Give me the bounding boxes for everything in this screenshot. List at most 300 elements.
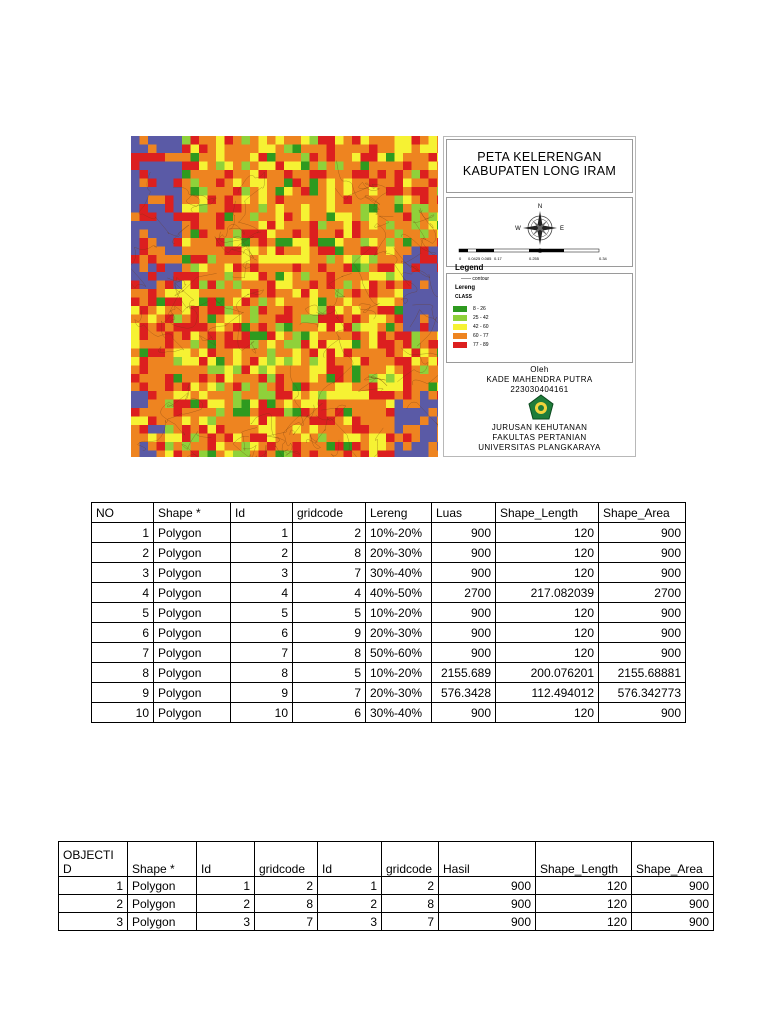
map-cell [250, 315, 259, 324]
map-cell [335, 204, 344, 213]
map-cell [344, 391, 353, 400]
map-cell [131, 357, 140, 366]
map-cell [165, 179, 174, 188]
map-cell [165, 204, 174, 213]
map-cell [182, 366, 191, 375]
map-cell [276, 153, 285, 162]
map-cell [361, 374, 370, 383]
map-cell [327, 187, 336, 196]
map-cell [378, 417, 387, 426]
map-cell [284, 213, 293, 222]
table-cell: 120 [496, 523, 599, 543]
map-cell [437, 187, 438, 196]
map-cell [335, 281, 344, 290]
map-cell [437, 255, 438, 264]
map-cell [225, 247, 234, 256]
map-cell [284, 238, 293, 247]
map-cell [327, 408, 336, 417]
map-cell [344, 170, 353, 179]
map-cell [437, 391, 438, 400]
map-cell [174, 145, 183, 154]
table-cell: 8 [382, 895, 439, 913]
map-cell [233, 153, 242, 162]
map-cell [344, 230, 353, 239]
map-cell [335, 366, 344, 375]
map-cell [199, 366, 208, 375]
map-cell [225, 400, 234, 409]
map-cell [199, 451, 208, 458]
map-title [446, 139, 633, 193]
map-cell [174, 442, 183, 451]
map-cell [140, 374, 149, 383]
map-cell [233, 196, 242, 205]
map-cell [412, 264, 421, 273]
table-cell: 8 [293, 643, 366, 663]
column-header: Shape_Area [632, 842, 714, 877]
map-cell [259, 374, 268, 383]
map-cell [148, 136, 157, 145]
map-cell [225, 145, 234, 154]
map-cell [157, 417, 166, 426]
map-cell [267, 349, 276, 358]
map-cell [437, 340, 438, 349]
map-cell [157, 391, 166, 400]
map-cell [429, 238, 438, 247]
map-cell [225, 153, 234, 162]
map-cell [225, 213, 234, 222]
map-cell [335, 136, 344, 145]
map-cell [182, 425, 191, 434]
dept-line1: JURUSAN KEHUTANAN [491, 423, 588, 432]
column-header: Luas [432, 503, 496, 523]
compass-n: N [537, 204, 543, 210]
map-cell [403, 374, 412, 383]
map-cell [352, 230, 361, 239]
map-cell [259, 408, 268, 417]
map-cell [361, 204, 370, 213]
map-cell [412, 366, 421, 375]
map-cell [225, 281, 234, 290]
table-cell: 900 [432, 543, 496, 563]
map-cell [293, 255, 302, 264]
map-cell [259, 196, 268, 205]
map-cell [301, 400, 310, 409]
map-cell [250, 136, 259, 145]
map-cell [395, 391, 404, 400]
map-cell [182, 400, 191, 409]
map-cell [378, 230, 387, 239]
map-cell [284, 349, 293, 358]
map-cell [310, 153, 319, 162]
map-cell [352, 323, 361, 332]
map-cell [361, 349, 370, 358]
map-cell [216, 425, 225, 434]
table-cell: Polygon [154, 603, 231, 623]
map-cell [310, 204, 319, 213]
map-cell [420, 255, 429, 264]
map-cell [403, 391, 412, 400]
map-cell [191, 417, 200, 426]
map-cell [165, 153, 174, 162]
map-cell [140, 153, 149, 162]
map-cell [259, 425, 268, 434]
scale-label: 0.17 [494, 256, 502, 261]
map-cell [208, 442, 217, 451]
map-cell [437, 170, 438, 179]
map-cell [395, 289, 404, 298]
map-cell [174, 340, 183, 349]
map-cell [437, 264, 438, 273]
map-cell [284, 255, 293, 264]
map-cell [395, 255, 404, 264]
map-cell [335, 383, 344, 392]
table-cell: 50%-60% [366, 643, 432, 663]
map-cell [233, 162, 242, 171]
map-cell [208, 247, 217, 256]
map-cell [301, 306, 310, 315]
map-cell [199, 153, 208, 162]
map-cell [403, 213, 412, 222]
map-cell [140, 281, 149, 290]
map-cell [429, 136, 438, 145]
map-cell [216, 187, 225, 196]
map-cell [403, 408, 412, 417]
table-row [92, 543, 686, 563]
map-cell [267, 451, 276, 458]
map-cell [259, 400, 268, 409]
map-cell [284, 196, 293, 205]
map-cell [301, 179, 310, 188]
map-cell [140, 230, 149, 239]
polygon-attribute-table [91, 502, 686, 723]
map-cell [233, 434, 242, 443]
map-cell [148, 315, 157, 324]
map-cell [395, 179, 404, 188]
table-cell: 576.3428 [432, 683, 496, 703]
map-cell [378, 136, 387, 145]
map-cell [327, 136, 336, 145]
map-cell [276, 196, 285, 205]
map-cell [412, 417, 421, 426]
map-cell [191, 289, 200, 298]
map-cell [293, 179, 302, 188]
map-cell [327, 434, 336, 443]
map-cell [242, 340, 251, 349]
map-cell [301, 451, 310, 458]
map-cell [208, 357, 217, 366]
table-cell: 2 [382, 877, 439, 895]
map-cell [267, 247, 276, 256]
map-cell [225, 196, 234, 205]
map-cell [182, 221, 191, 230]
map-cell [318, 153, 327, 162]
map-cell [318, 213, 327, 222]
map-cell [165, 408, 174, 417]
table-cell: 40%-50% [366, 583, 432, 603]
map-cell [284, 264, 293, 273]
map-cell [284, 162, 293, 171]
map-cell [216, 349, 225, 358]
map-cell [327, 357, 336, 366]
legend-label: 77 - 89 [473, 342, 489, 348]
map-cell [165, 391, 174, 400]
map-cell [395, 400, 404, 409]
map-cell [386, 264, 395, 273]
map-cell [140, 408, 149, 417]
map-cell [199, 196, 208, 205]
map-cell [395, 417, 404, 426]
map-cell [233, 281, 242, 290]
map-cell [165, 255, 174, 264]
map-cell [361, 264, 370, 273]
map-cell [335, 425, 344, 434]
map-cell [208, 349, 217, 358]
map-cell [267, 383, 276, 392]
map-cell [318, 357, 327, 366]
map-cell [276, 417, 285, 426]
map-cell [199, 306, 208, 315]
map-cell [284, 230, 293, 239]
table-cell: 4 [293, 583, 366, 603]
table-cell: 3 [197, 913, 255, 931]
map-cell [352, 340, 361, 349]
map-cell [344, 306, 353, 315]
map-cell [335, 264, 344, 273]
map-cell [157, 153, 166, 162]
map-cell [182, 179, 191, 188]
map-cell [174, 357, 183, 366]
map-cell [216, 332, 225, 341]
map-cell [174, 272, 183, 281]
map-cell [208, 179, 217, 188]
map-cell [301, 357, 310, 366]
map-cell [318, 451, 327, 458]
map-cell [250, 204, 259, 213]
map-cell [310, 255, 319, 264]
map-cell [182, 247, 191, 256]
map-cell [165, 281, 174, 290]
map-cell [284, 281, 293, 290]
map-cell [395, 442, 404, 451]
map-cell [276, 374, 285, 383]
map-cell [327, 425, 336, 434]
map-cell [148, 366, 157, 375]
map-cell [403, 238, 412, 247]
map-cell [318, 238, 327, 247]
map-cell [352, 221, 361, 230]
map-cell [420, 196, 429, 205]
map-cell [437, 332, 438, 341]
map-cell [157, 221, 166, 230]
map-cell [395, 451, 404, 458]
map-cell [276, 366, 285, 375]
map-cell [335, 451, 344, 458]
map-cell [174, 153, 183, 162]
map-cell [386, 323, 395, 332]
map-cell [131, 136, 140, 145]
map-cell [293, 272, 302, 281]
map-cell [284, 145, 293, 154]
map-cell [140, 170, 149, 179]
map-cell [301, 349, 310, 358]
map-cell [174, 332, 183, 341]
map-cell [412, 213, 421, 222]
map-cell [369, 272, 378, 281]
map-cell [369, 136, 378, 145]
map-cell [429, 247, 438, 256]
map-cell [131, 340, 140, 349]
map-cell [369, 400, 378, 409]
map-cell [344, 298, 353, 307]
map-cell [259, 451, 268, 458]
map-cell [327, 451, 336, 458]
map-cell [233, 323, 242, 332]
map-cell [267, 366, 276, 375]
map-cell [165, 145, 174, 154]
map-cell [318, 179, 327, 188]
map-cell [301, 145, 310, 154]
map-cell [157, 357, 166, 366]
map-cell [182, 153, 191, 162]
map-cell [318, 264, 327, 273]
map-cell [352, 400, 361, 409]
map-cell [327, 323, 336, 332]
map-cell [242, 306, 251, 315]
map-cell [318, 281, 327, 290]
map-cell [157, 315, 166, 324]
map-cell [225, 340, 234, 349]
map-cell [437, 162, 438, 171]
map-cell [250, 383, 259, 392]
map-cell [276, 315, 285, 324]
map-cell [233, 170, 242, 179]
map-cell [352, 213, 361, 222]
map-cell [148, 332, 157, 341]
table-cell: 2700 [432, 583, 496, 603]
map-cell [395, 272, 404, 281]
map-cell [216, 323, 225, 332]
map-cell [225, 162, 234, 171]
table-cell: 900 [599, 523, 686, 543]
map-cell [412, 408, 421, 417]
map-cell [165, 187, 174, 196]
map-cell [242, 170, 251, 179]
map-cell [267, 213, 276, 222]
table-cell: 8 [92, 663, 154, 683]
map-cell [412, 289, 421, 298]
map-cell [199, 383, 208, 392]
map-cell [310, 170, 319, 179]
map-cell [233, 204, 242, 213]
map-cell [412, 315, 421, 324]
map-cell [199, 340, 208, 349]
table-cell: 10%-20% [366, 523, 432, 543]
map-cell [361, 162, 370, 171]
map-cell [369, 162, 378, 171]
table-cell: Polygon [154, 683, 231, 703]
map-cell [165, 442, 174, 451]
table-cell: 8 [255, 895, 318, 913]
map-cell [284, 366, 293, 375]
map-cell [310, 247, 319, 256]
map-cell [208, 221, 217, 230]
map-cell [293, 230, 302, 239]
map-cell [276, 425, 285, 434]
map-cell [301, 434, 310, 443]
map-cell [369, 451, 378, 458]
map-cell [165, 383, 174, 392]
map-cell [157, 298, 166, 307]
map-cell [310, 340, 319, 349]
map-cell [412, 383, 421, 392]
map-cell [276, 230, 285, 239]
map-cell [131, 298, 140, 307]
table-cell: 2 [293, 523, 366, 543]
map-cell [361, 366, 370, 375]
map-cell [369, 204, 378, 213]
map-cell [242, 332, 251, 341]
map-cell [165, 340, 174, 349]
map-cell [276, 349, 285, 358]
map-cell [140, 136, 149, 145]
map-cell [301, 272, 310, 281]
map-cell [429, 340, 438, 349]
table-cell: 2700 [599, 583, 686, 603]
map-cell [395, 170, 404, 179]
map-cell [327, 332, 336, 341]
map-cell [225, 221, 234, 230]
map-cell [233, 425, 242, 434]
map-cell [208, 213, 217, 222]
map-cell [165, 289, 174, 298]
map-cell [148, 298, 157, 307]
map-cell [378, 281, 387, 290]
map-cell [386, 417, 395, 426]
map-cell [318, 162, 327, 171]
map-cell [293, 238, 302, 247]
map-cell [344, 340, 353, 349]
map-cell [140, 383, 149, 392]
map-cell [276, 383, 285, 392]
map-cell [437, 196, 438, 205]
map-cell [259, 179, 268, 188]
table-cell: 9 [293, 623, 366, 643]
map-cell [361, 408, 370, 417]
table-cell: 20%-30% [366, 543, 432, 563]
table-cell: 30%-40% [366, 563, 432, 583]
table-cell: 120 [496, 563, 599, 583]
table-cell: 7 [92, 643, 154, 663]
map-cell [335, 162, 344, 171]
author-id: 223030404161 [510, 385, 569, 394]
table-cell: 2 [197, 895, 255, 913]
map-cell [276, 442, 285, 451]
map-cell [293, 170, 302, 179]
map-cell [437, 213, 438, 222]
map-cell [378, 145, 387, 154]
map-cell [386, 315, 395, 324]
map-cell [250, 153, 259, 162]
map-cell [412, 170, 421, 179]
table-cell: Polygon [154, 703, 231, 723]
map-cell [267, 442, 276, 451]
map-cell [386, 400, 395, 409]
map-cell [344, 281, 353, 290]
table-cell: 576.342773 [599, 683, 686, 703]
map-cell [242, 289, 251, 298]
map-cell [344, 153, 353, 162]
map-cell [148, 442, 157, 451]
